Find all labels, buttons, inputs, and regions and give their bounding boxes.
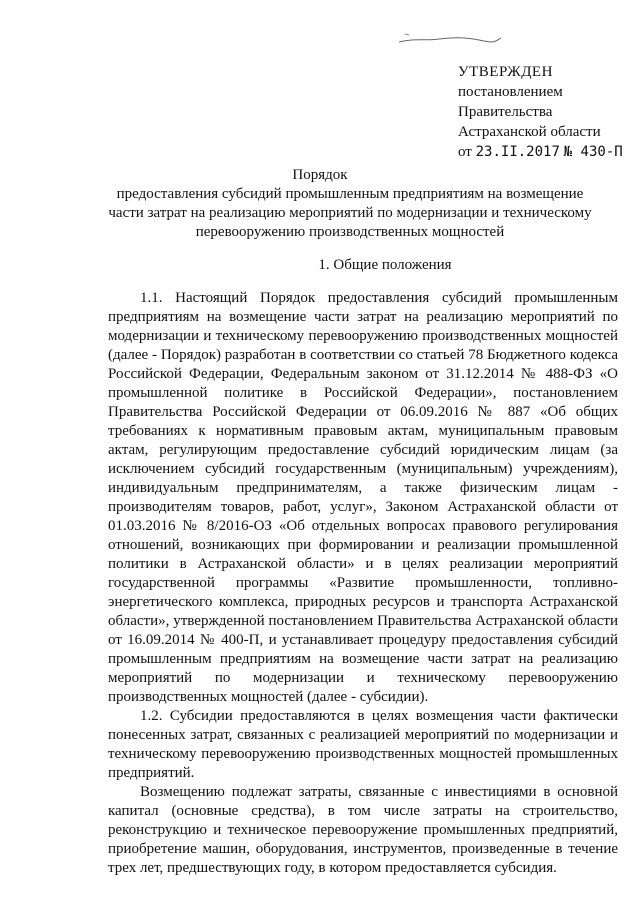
document-subtitle: предоставления субсидий промышленным предприятиям на возмещение части затрат на реализацию мероприятий по модернизации и техническому перевооружению производственных мощностей	[108, 186, 592, 240]
paragraph-expenses: Возмещению подлежат затраты, связанные с инвестициями в основной капитал (основные средства), в том числе затраты на строительство, реконструкцию и техническое перевооружение промышленных предприятий, приобретение машин, оборудования, инструментов, произведенные в течение трех лет, предшествующих году, в котором предоставляется субсидия.	[108, 784, 618, 876]
document-title: Порядок	[292, 167, 348, 183]
stamp-line-5	[458, 142, 638, 162]
signature-scribble	[395, 28, 505, 50]
paragraph-1-2: 1.2. Субсидии предоставляются в целях возмещения части фактически понесенных затрат, связанных с реализацией мероприятий по модернизации и техническому перевооружению производственных мощностей промышленных предприятий.	[108, 708, 618, 781]
stamp-date: 23.II.2017	[475, 144, 560, 160]
document-body	[108, 289, 618, 878]
paragraph-1-1: 1.1. Настоящий Порядок предоставления субсидий промышленным предприятиям на возмещение части затрат на реализацию мероприятий по модернизации и техническому перевооружению производственных мощностей (далее - Порядок) разработан в соответствии со статьей 78 Бюджетного кодекса Российской Федерации, Федеральным законом от 31.12.2014 № 488-ФЗ «О промышленной политике в Российской Федерации», постановлением Правительства Российской Федерации от 06.09.2016 № 887 «Об общих требованиях к нормативным правовым актам, муниципальным правовым актам, регулирующим предоставление субсидий юридическим лицам (за исключением субсидий государственным (муниципальным) учреждениям), индивидуальным предпринимателям, а также физическим лицам - производителям товаров, работ, услуг», Законом Астраханской области от 01.03.2016 № 8/2016-ОЗ «Об отдельных вопросах правового регулирования отношений, возникающих при формировании и реализации промышленной политики в Астраханской области» и в целях реализации мероприятий государственной программы «Развитие промышленности, топливно-энергетического комплекса, природных ресурсов и транспорта Астраханской области», утвержденной постановлением Правительства Астраханской области от 16.09.2014 № 400-П, и устанавливает процедуру предоставления субсидий промышленным предприятиям на возмещение части затрат на реализацию мероприятий по модернизации и техническому перевооружению производственных мощностей (далее - субсидии).	[108, 290, 618, 705]
stamp-number: № 430-П	[563, 144, 623, 160]
approval-stamp	[458, 62, 638, 162]
stamp-line-4: Астраханской области	[458, 124, 601, 140]
stamp-approved: УТВЕРЖДЕН	[458, 64, 553, 80]
stamp-date-prefix: от	[458, 144, 472, 160]
stamp-line-3: Правительства	[458, 104, 553, 120]
stamp-line-2: постановлением	[458, 84, 563, 100]
section-heading: 1. Общие положения	[318, 257, 452, 273]
